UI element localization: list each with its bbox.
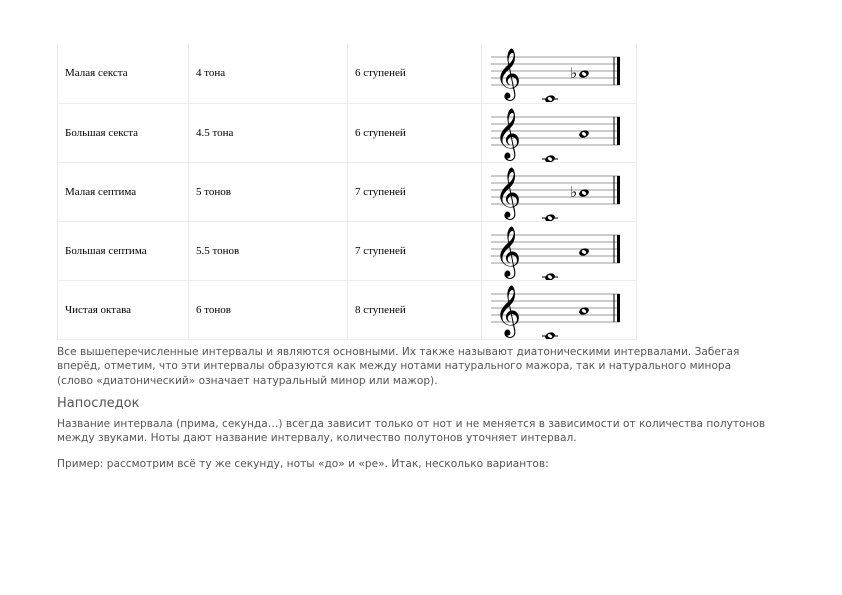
table-row (58, 44, 637, 103)
interval-notation (482, 44, 637, 103)
interval-tones: 5 тонов (189, 162, 348, 221)
table-row (58, 280, 637, 339)
interval-notation (482, 221, 637, 280)
whole-note (544, 154, 556, 162)
interval-notation (482, 103, 637, 162)
interval-name: Чистая октава (58, 280, 189, 339)
barline-thick (617, 294, 620, 322)
example-paragraph: Пример: рассмотрим всё ту же секунду, ноты «до» и «ре». Итак, несколько вариантов: (57, 458, 549, 470)
staff-notation (482, 281, 636, 339)
interval-name: Большая секста (58, 103, 189, 162)
staff-notation (482, 222, 636, 280)
interval-steps: 7 ступеней (348, 162, 482, 221)
flat-icon: ♭ (570, 182, 578, 201)
whole-note (544, 331, 556, 339)
flat-icon: ♭ (570, 64, 578, 83)
barline-thick (617, 176, 620, 204)
table-row (58, 162, 637, 221)
interval-tones: 4 тона (189, 44, 348, 103)
staff-notation (482, 104, 636, 162)
interval-steps: 8 ступеней (348, 280, 482, 339)
section-heading: Напоследок (57, 396, 140, 411)
interval-tones: 6 тонов (189, 280, 348, 339)
interval-tones: 4.5 тона (189, 103, 348, 162)
interval-notation (482, 162, 637, 221)
interval-tones: 5.5 тонов (189, 221, 348, 280)
whole-note (544, 272, 556, 280)
interval-name: Малая септима (58, 162, 189, 221)
staff-notation (482, 44, 636, 102)
treble-clef-icon: 𝄞 (495, 225, 522, 277)
whole-note (544, 94, 556, 102)
barline-thick (617, 117, 620, 145)
treble-clef-icon: 𝄞 (495, 48, 522, 100)
whole-note (544, 213, 556, 221)
treble-clef-icon: 𝄞 (495, 284, 522, 336)
table-row (58, 103, 637, 162)
interval-steps: 7 ступеней (348, 221, 482, 280)
explanation-paragraph: Название интервала (прима, секунда…) всегда зависит только от нот и не меняется в зависимости от количества полутонов между звуками. Ноты дают название интервалу, количество полутонов уточняет интервал. (57, 418, 766, 445)
interval-name: Большая септима (58, 221, 189, 280)
intervals-table (57, 44, 637, 340)
treble-clef-icon: 𝄞 (495, 166, 522, 218)
intro-paragraph: Все вышеперечисленные интервалы и являются основными. Их также называют диатоническими интервалами. Забегая вперёд, отметим, что эти интервалы образуются как между нотами натурального мажора, так и натурального минора (слово «диатонический» означает натуральный минор или мажор). (57, 346, 740, 387)
interval-name: Малая секста (58, 44, 189, 103)
barline-thick (617, 57, 620, 85)
treble-clef-icon: 𝄞 (495, 107, 522, 159)
interval-steps: 6 ступеней (348, 44, 482, 103)
interval-notation (482, 280, 637, 339)
staff-notation (482, 163, 636, 221)
interval-steps: 6 ступеней (348, 103, 482, 162)
barline-thick (617, 235, 620, 263)
table-row (58, 221, 637, 280)
